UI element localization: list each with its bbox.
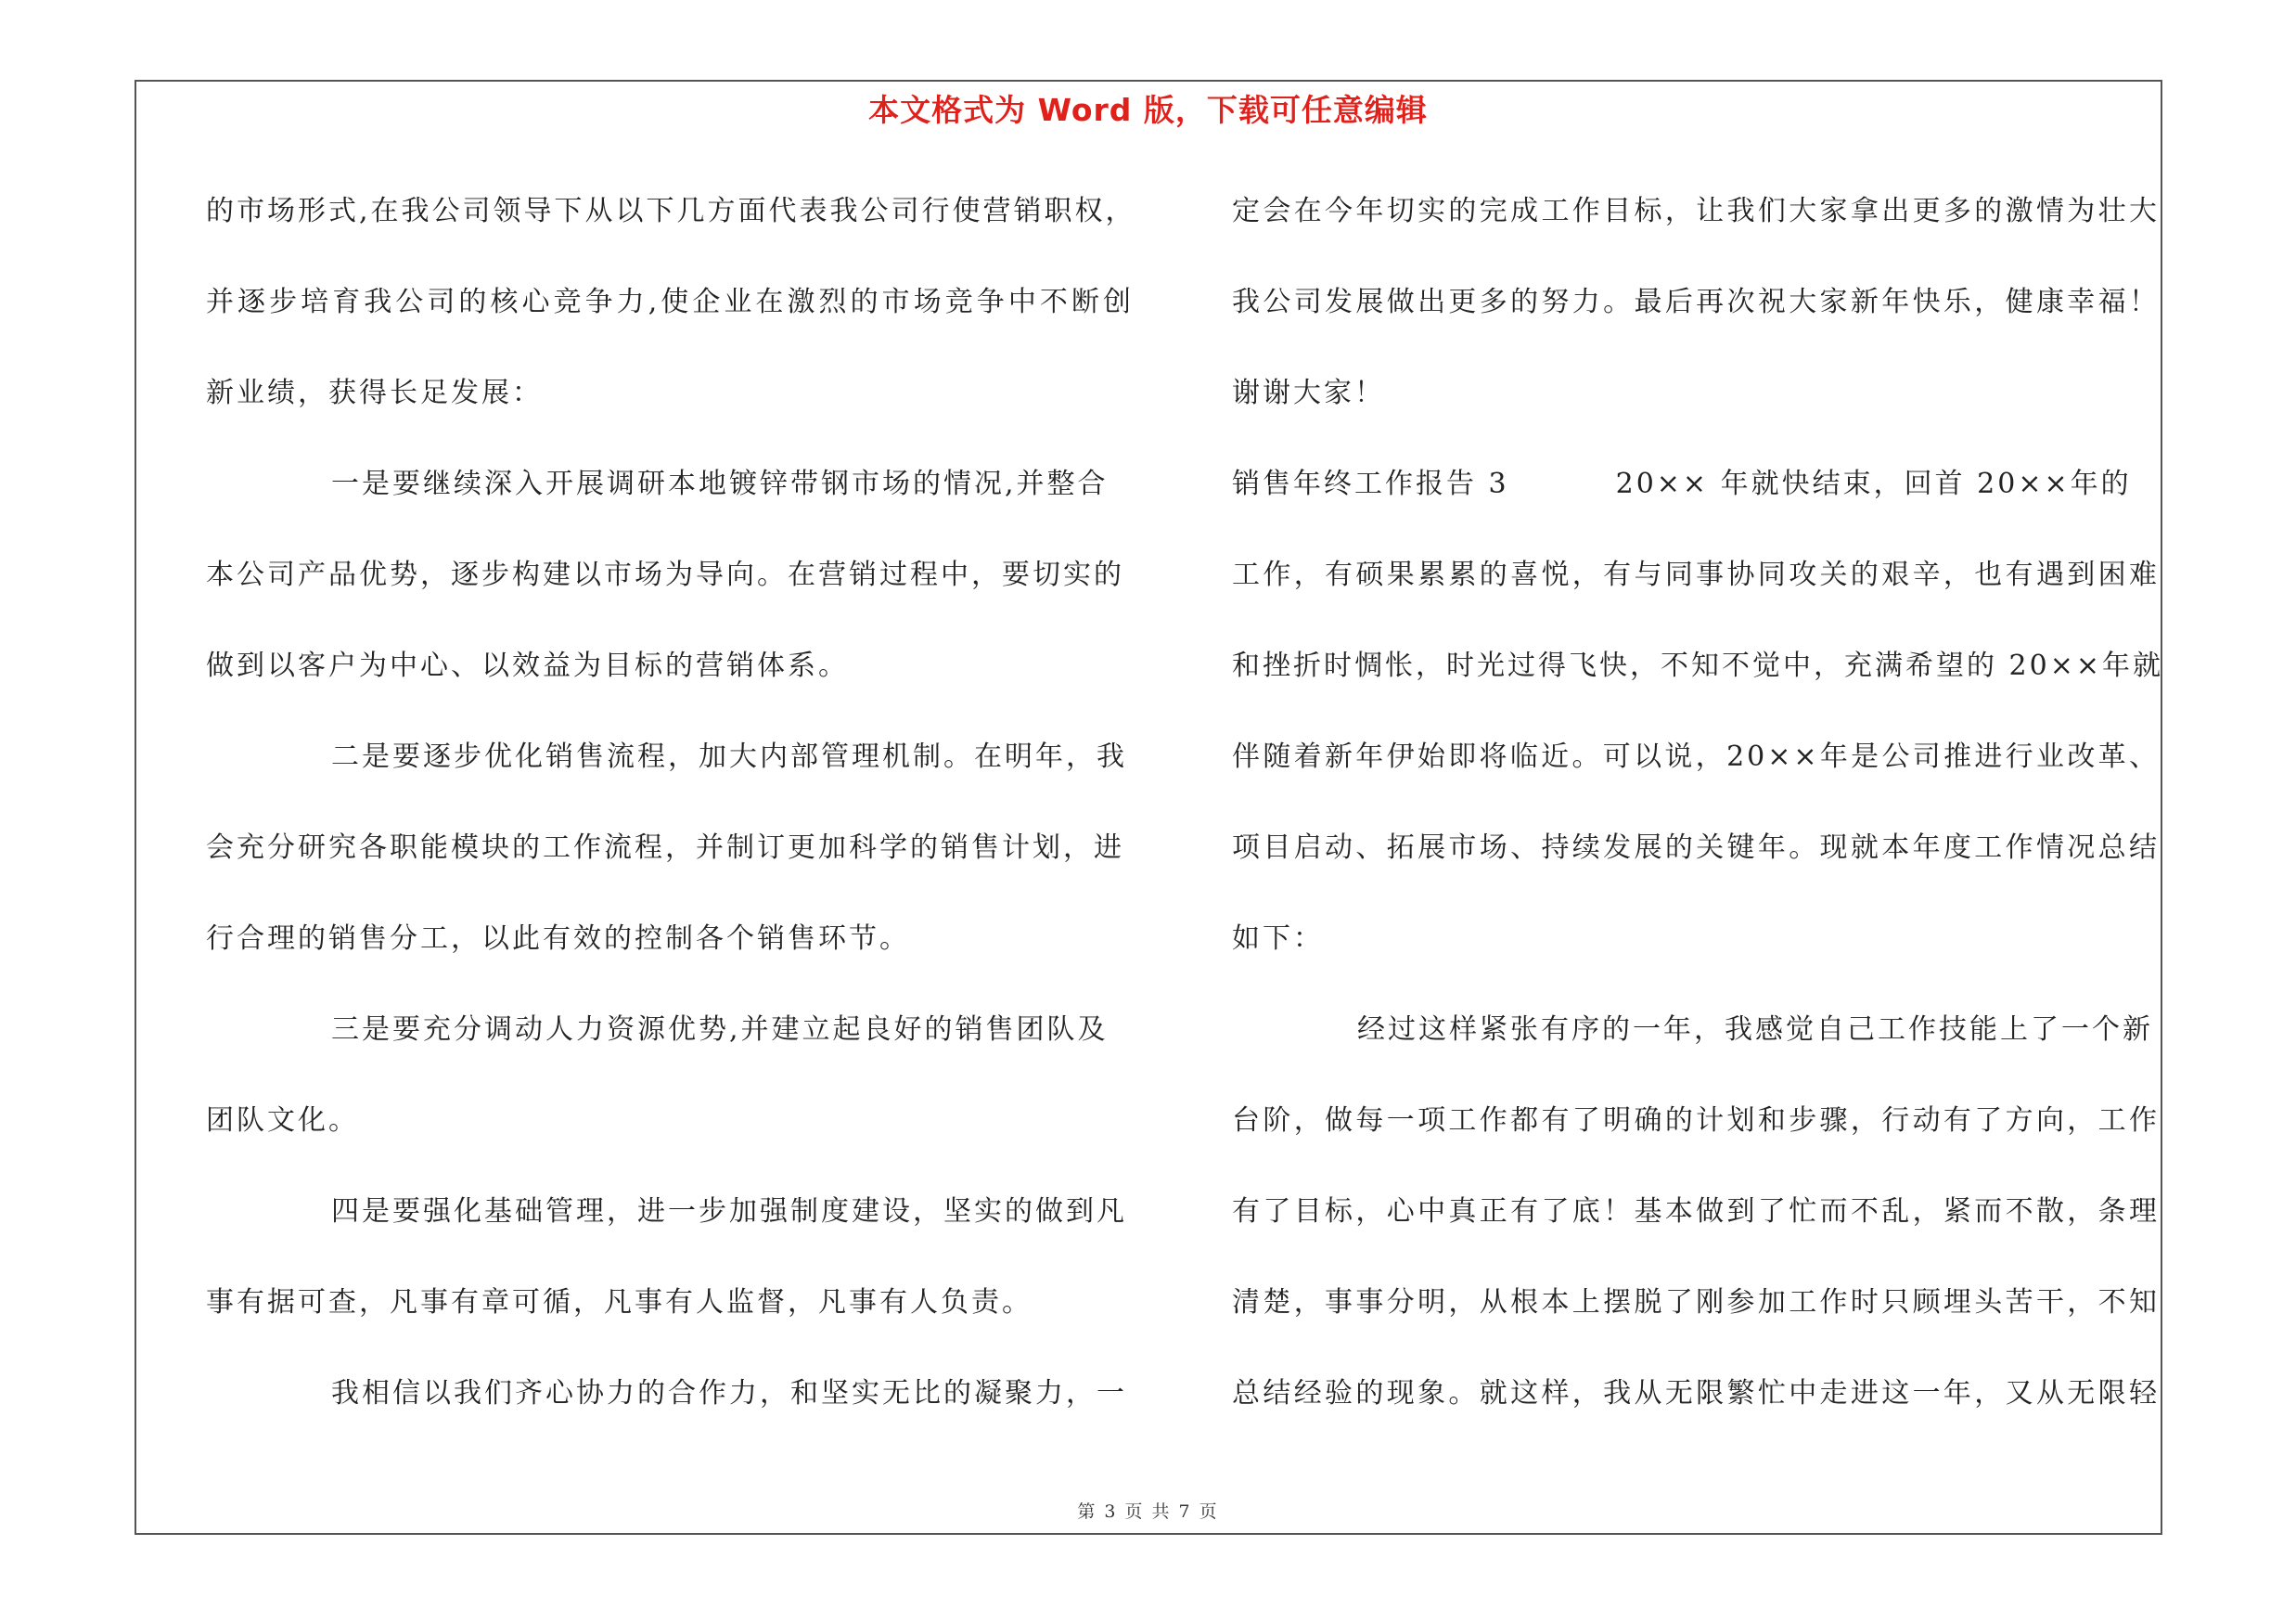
text-line-content: 有了目标，心中真正有了底！基本做到了忙而不乱，紧而不散，条理 — [1232, 1195, 2160, 1228]
text-line — [206, 818, 1134, 909]
text-line-content: 台阶，做每一项工作都有了明确的计划和步骤，行动有了方向，工作 — [1232, 1104, 2160, 1137]
page-number-footer: 第 3 页 共 7 页 — [1077, 1501, 1219, 1522]
text-line — [1232, 1273, 2160, 1364]
text-line — [206, 364, 1134, 455]
text-line-content: 经过这样紧张有序的一年，我感觉自己工作技能上了一个新 — [1357, 1013, 2153, 1046]
text-line-content: 本公司产品优势，逐步构建以市场为导向。在营销过程中，要切实的 — [206, 559, 1124, 591]
text-line-content: 项目启动、拓展市场、持续发展的关键年。现就本年度工作情况总结 — [1232, 831, 2160, 864]
text-line — [1232, 909, 2160, 1000]
text-line — [206, 182, 1134, 273]
text-line-content: 一是要继续深入开展调研本地镀锌带钢市场的情况,并整合 — [331, 468, 1109, 500]
text-line-content: 的市场形式,在我公司领导下从以下几方面代表我公司行使营销职权， — [206, 195, 1136, 227]
text-line — [206, 1000, 1134, 1091]
text-line-content: 行合理的销售分工，以此有效的控制各个销售环节。 — [206, 922, 910, 955]
text-line — [206, 637, 1134, 728]
text-line-content: 伴随着新年伊始即将临近。可以说，20××年是公司推进行业改革、 — [1232, 741, 2160, 773]
text-line-content: 新业绩，获得长足发展： — [206, 377, 543, 409]
text-line-content: 团队文化。 — [206, 1104, 359, 1137]
text-line — [1232, 1000, 2160, 1091]
text-line-content: 工作，有硕果累累的喜悦，有与同事协同攻关的艰辛，也有遇到困难 — [1232, 559, 2160, 591]
text-line — [206, 1182, 1134, 1273]
text-line — [206, 1364, 1134, 1455]
text-line — [1232, 273, 2160, 364]
text-line-content: 会充分研究各职能模块的工作流程，并制订更加科学的销售计划，进 — [206, 831, 1124, 864]
text-line-content: 总结经验的现象。就这样，我从无限繁忙中走进这一年，又从无限轻 — [1232, 1377, 2160, 1410]
text-line-content: 二是要逐步优化销售流程，加大内部管理机制。在明年，我 — [331, 741, 1127, 773]
left-text-column — [206, 182, 1134, 1455]
text-line — [206, 455, 1134, 546]
text-line — [206, 1273, 1134, 1364]
text-line-content: 我相信以我们齐心协力的合作力，和坚实无比的凝聚力，一 — [331, 1377, 1127, 1410]
text-line-content: 和挫折时惆怅，时光过得飞快，不知不觉中，充满希望的 20××年就 — [1232, 650, 2163, 682]
text-line — [1232, 455, 2160, 546]
text-line — [1232, 1091, 2160, 1182]
text-line-content: 我公司发展做出更多的努力。最后再次祝大家新年快乐，健康幸福！ — [1232, 286, 2160, 318]
text-line-content: 如下： — [1232, 922, 1324, 955]
text-line-content: 做到以客户为中心、以效益为目标的营销体系。 — [206, 650, 849, 682]
text-line — [1232, 728, 2160, 818]
text-line — [1232, 637, 2163, 728]
text-line — [1232, 182, 2160, 273]
report-heading-continuation: 20×× 年就快结束，回首 20××年的 — [1615, 468, 2132, 500]
text-line — [1232, 818, 2160, 909]
text-line — [1232, 1364, 2160, 1455]
text-line — [206, 909, 1134, 1000]
text-line — [206, 1091, 1134, 1182]
text-line-content: 三是要充分调动人力资源优势,并建立起良好的销售团队及 — [331, 1013, 1109, 1046]
right-text-column — [1232, 182, 2163, 1455]
text-line-content: 事有据可查，凡事有章可循，凡事有人监督，凡事有人负责。 — [206, 1286, 1033, 1319]
format-banner: 本文格式为 Word 版，下载可任意编辑 — [868, 92, 1428, 128]
text-line-content: 四是要强化基础管理，进一步加强制度建设，坚实的做到凡 — [331, 1195, 1127, 1228]
text-line — [206, 273, 1134, 364]
text-line — [206, 546, 1134, 637]
text-line — [1232, 546, 2160, 637]
text-line-content: 谢谢大家！ — [1232, 377, 1385, 409]
text-line — [206, 728, 1134, 818]
text-line-content: 清楚，事事分明，从根本上摆脱了刚参加工作时只顾埋头苦干，不知 — [1232, 1286, 2160, 1319]
text-line-content: 定会在今年切实的完成工作目标，让我们大家拿出更多的激情为壮大 — [1232, 195, 2160, 227]
report-heading-title: 销售年终工作报告 3 — [1232, 468, 1509, 500]
text-line-content: 并逐步培育我公司的核心竞争力,使企业在激烈的市场竞争中不断创 — [206, 286, 1134, 318]
text-line — [1232, 364, 2160, 455]
text-line — [1232, 1182, 2160, 1273]
